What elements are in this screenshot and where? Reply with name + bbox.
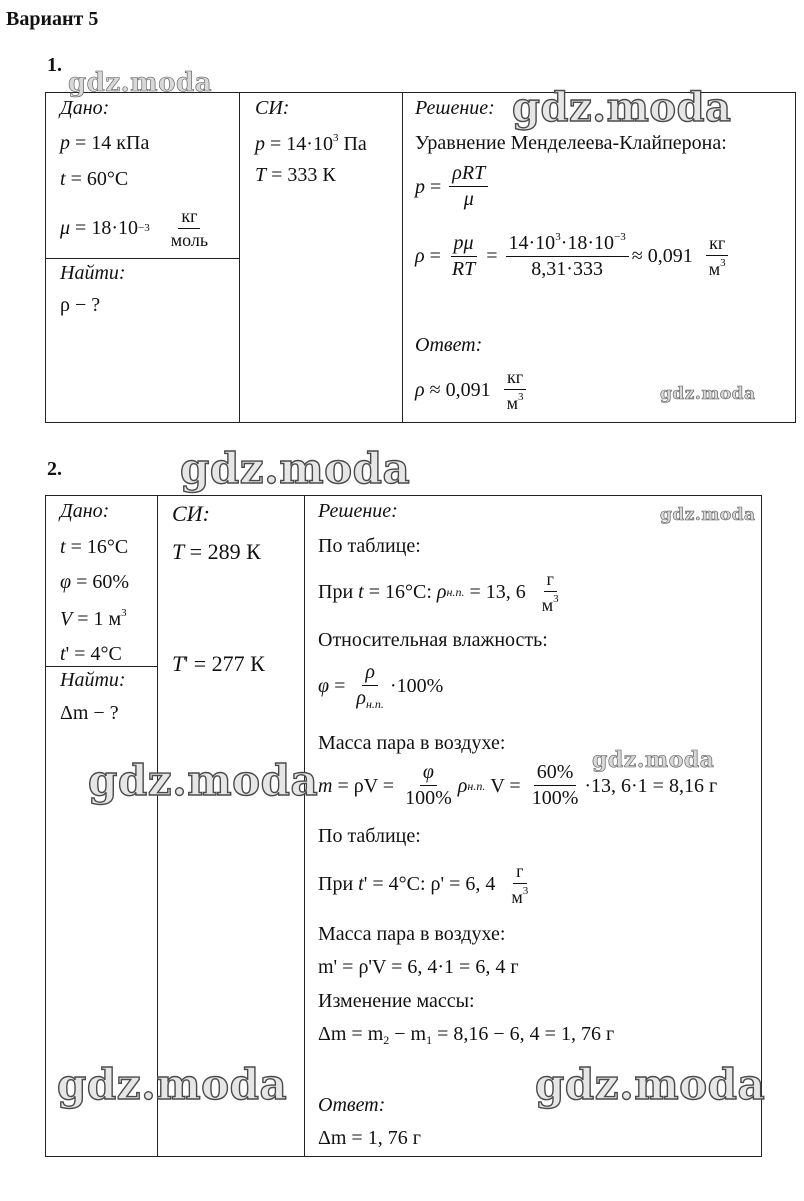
p1-si-label: СИ:: [255, 97, 290, 119]
p2-line-phi-formula: φ = $\frac{\rho}{\rho_{н.п.}}$ ·100%: [318, 661, 444, 711]
p1-given-t: t = 60°C: [60, 168, 129, 190]
watermark: gdz.moda: [592, 747, 715, 773]
p2-si-label: СИ:: [172, 501, 210, 526]
watermark: gdz.moda: [535, 1060, 766, 1109]
divider: [157, 495, 158, 1157]
p2-given-phi: φ = 60%: [60, 571, 130, 593]
p2-line-change-caption: Изменение массы:: [318, 990, 475, 1012]
p2-line-change-formula: $\Delta m = m_2 - m_1 = 8,16 - 6$, 4 = 1, 76 г: [318, 1023, 615, 1047]
p2-line-mass-formula: m = ρV = $\frac{\varphi}{100\%}$ ρ н.п. V = $\frac{60\%}{100\%}$ ·13, 6·1 = 8,16 г: [318, 761, 718, 809]
watermark: gdz.moda: [180, 444, 411, 493]
divider: [45, 258, 239, 259]
p1-dano-label: Дано:: [60, 97, 110, 119]
p1-given-p: p = 14 кПа: [60, 132, 150, 154]
p2-given-V: V = 1 $м^3$: [60, 607, 127, 630]
p2-si-T: T = 289 К: [172, 539, 261, 564]
divider: [45, 666, 157, 667]
p2-line-mass-prime: m' = ρ'V = 6, 4·1 = 6, 4 г: [318, 956, 519, 978]
p2-answer: Δm = 1, 76 г: [318, 1127, 421, 1149]
watermark: gdz.moda: [88, 756, 319, 805]
p2-line-mass-caption1: Масса пара в воздухе:: [318, 732, 506, 754]
p1-reshenie-label: Решение:: [415, 97, 495, 119]
p2-given-t2: t' = 4°C: [60, 643, 122, 665]
p2-si-T2: T' = 277 К: [172, 651, 265, 676]
watermark: gdz.moda: [660, 384, 756, 404]
p1-find: ρ − ?: [60, 294, 101, 316]
p1-eq2: ρ = $\frac{p\mu}{RT}$ = $\frac{14\cdot 10^3\cdot 18\cdot 10^{-3}}{8,31\cdot 333}$ ≈ 0,091 $\frac{кг}{м^3}$: [415, 232, 732, 280]
p1-si-T: T = 333 К: [255, 164, 336, 186]
p2-reshenie-label: Решение:: [318, 500, 398, 522]
p2-dano-label: Дано:: [60, 500, 110, 522]
p2-line-table1: По таблице:: [318, 535, 421, 557]
page-title: Вариант 5: [6, 8, 99, 30]
watermark: gdz.moda: [57, 1060, 288, 1109]
p2-line-rho-nn: При t = 16°C: ρ н.п. = 13, 6 $\frac{г}{м^3}$: [318, 569, 559, 615]
p2-given-t: t = 16°C: [60, 536, 129, 558]
divider: [402, 92, 403, 423]
divider: [304, 495, 305, 1157]
p2-line-humidity: Относительная влажность:: [318, 629, 548, 651]
p1-naiti-label: Найти:: [60, 262, 126, 284]
watermark: gdz.moda: [512, 84, 732, 131]
p1-given-mu: μ = 18·10 −3 $\frac{кг}{\text{моль}}$: [60, 206, 209, 250]
p1-si-p: $p = 14\cdot 10^3$ Па: [255, 132, 367, 155]
p2-line-mass-caption2: Масса пара в воздухе:: [318, 923, 506, 945]
p1-eq1: p = $\frac{\text{ρRT}}{\mu}$: [415, 163, 491, 210]
p1-sol-line1: Уравнение Менделеева-Клайперона:: [415, 132, 727, 154]
divider: [239, 92, 240, 423]
p2-find: Δm − ?: [60, 702, 119, 724]
p2-naiti-label: Найти:: [60, 669, 126, 691]
watermark: gdz.moda: [68, 68, 213, 98]
p1-answer: ρ ≈ 0,091 $\frac{кг}{м^3}$: [415, 368, 529, 413]
p2-line-rho-prime: При t ' = 4°C: ρ' = 6, 4 $\frac{г}{м^3}$: [318, 861, 529, 907]
p2-line-table2: По таблице:: [318, 825, 421, 847]
p2-otvet-label: Ответ:: [318, 1094, 386, 1116]
problem-2-number: 2.: [47, 458, 62, 480]
problem-1-number: 1.: [47, 54, 62, 76]
p1-otvet-label: Ответ:: [415, 334, 483, 356]
watermark: gdz.moda: [660, 505, 756, 525]
